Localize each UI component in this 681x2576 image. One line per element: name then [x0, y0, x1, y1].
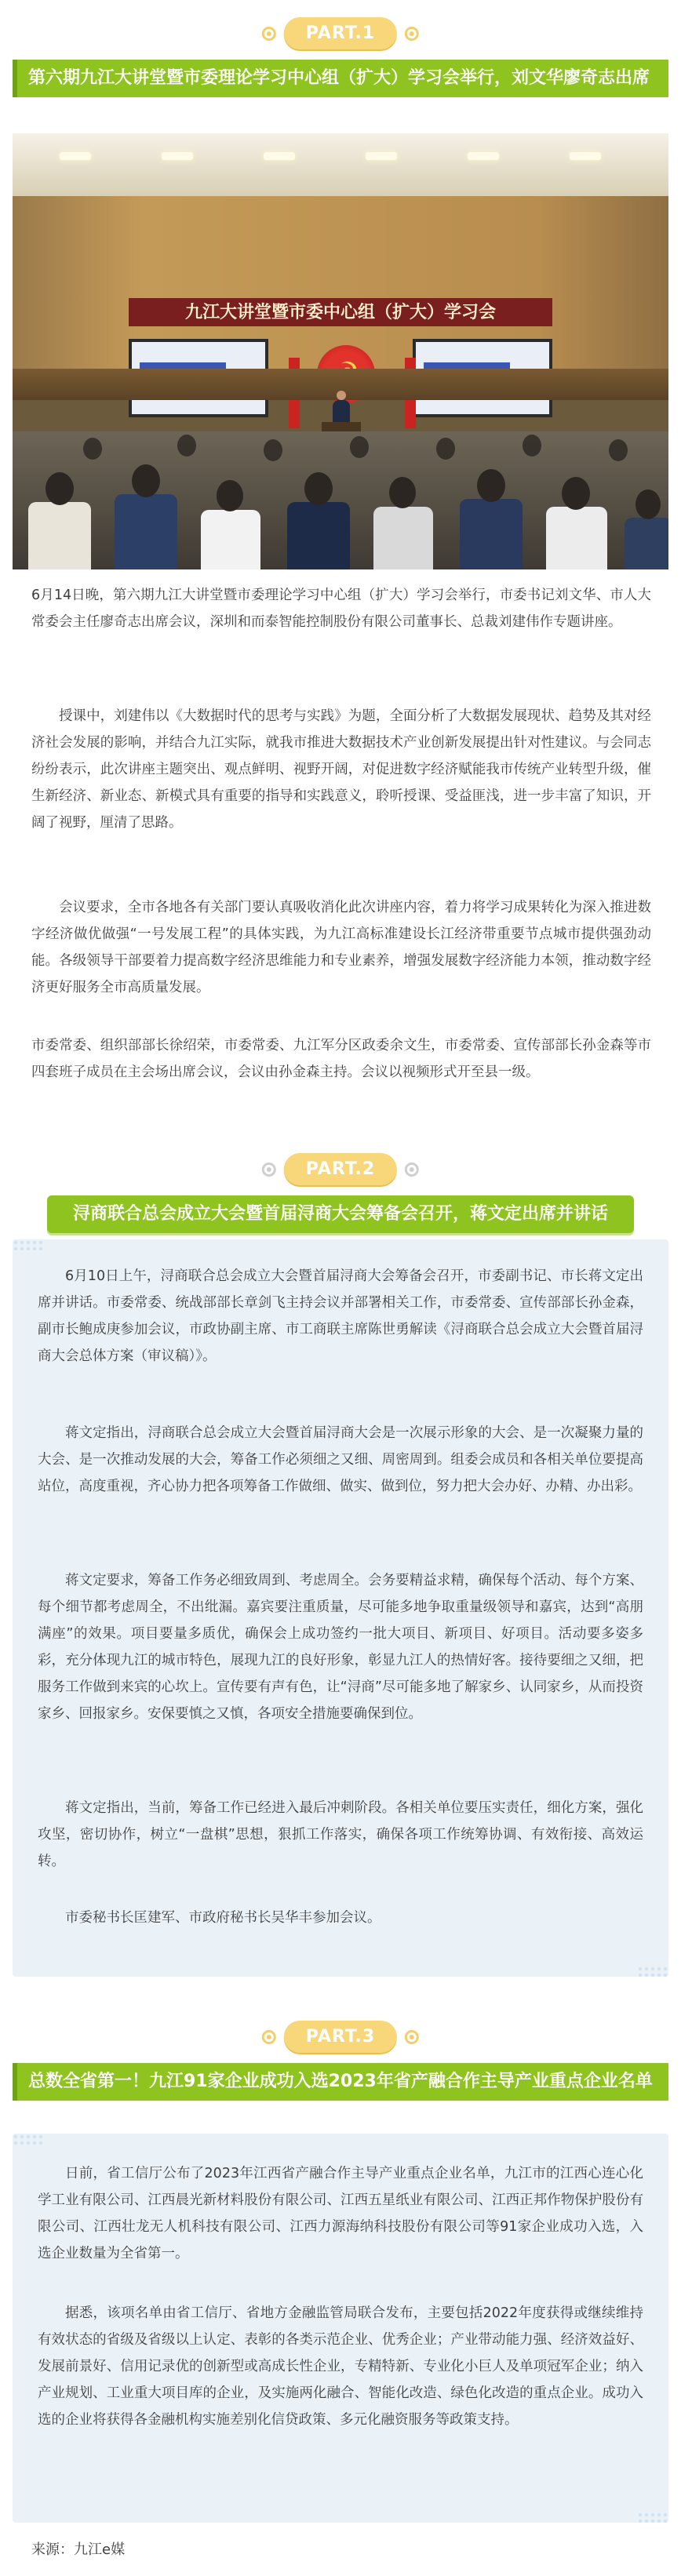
part2-paragraph: 蒋文定指出，浔商联合总会成立大会暨首届浔商大会是一次展示形象的大会、是一次凝聚力量的大会、是一次推动发展的大会，筹备工作必须细之又细、周密周到。组委会成员和各相关单位要提高站位，高度重视，齐心协力把各项筹备工作做细、做实、做到位，努力把大会办好、办精、办出彩。: [38, 1425, 643, 1494]
part3-title: 总数全省第一！九江91家企业成功入选2023年省产融合作主导产业重点企业名单: [13, 2063, 668, 2101]
part1-badge-label: PART.1: [284, 17, 397, 49]
ring-icon: [262, 1162, 276, 1177]
part3-paragraph: 日前，省工信厅公布了2023年江西省产融合作主导产业重点企业名单，九江市的江西心连心化学工业有限公司、江西晨光新材料股份有限公司、江西五星纸业有限公司、江西正邦作物保护股份有限公司、江西壮龙无人机科技有限公司、江西力源海纳科技股份有限公司等91家企业成功入选，入选企业数量为全省第一。: [38, 2166, 643, 2261]
part1-paragraph: 市委常委、组织部部长徐绍荣，市委常委、九江军分区政委余文生，市委常委、宣传部部长孙金森等市四套班子成员在主会场出席会议，会议由孙金森主持。会议以视频形式开至县一级。: [31, 1038, 651, 1080]
ring-icon: [405, 1162, 419, 1177]
part2-badge: [262, 1153, 419, 1185]
speaker-figure: [333, 400, 350, 424]
part1-paragraph: 会议要求，全市各地各有关部门要认真吸收消化此次讲座内容，着力将学习成果转化为深入推进数字经济做优做强“一号发展工程”的具体实践，为九江高标准建设长江经济带重要节点城市提供强劲动能。各级领导干部要着力提高数字经济思维能力和专业素养，增强发展数字经济能力本领，推动数字经济更好服务全市高质量发展。: [31, 900, 651, 995]
ring-icon: [262, 2030, 276, 2044]
part1-badge: [262, 17, 419, 49]
ring-icon: [262, 27, 276, 41]
part1-paragraph: 6月14日晚，第六期九江大讲堂暨市委理论学习中心组（扩大）学习会举行，市委书记刘文华、市人大常委会主任廖奇志出席会议，深圳和而泰智能控制股份有限公司董事长、总裁刘建伟作专题讲座。: [31, 588, 651, 630]
part2-paragraph: 蒋文定要求，筹备工作务必细致周到、考虑周全。会务要精益求精，确保每个活动、每个方案、每个细节都考虑周全，不出纰漏。嘉宾要注重质量，尽可能多地争取重量级领导和嘉宾，达到“高朋满座”的效果。项目要量多质优，确保会上成功签约一批大项目、新项目、好项目。活动要多姿多彩，充分体现九江的城市特色，展现九江的良好形象，彰显九江人的热情好客。接待要细之又细，把服务工作做到来宾的心坎上。宣传要有声有色，让“浔商”尽可能多地了解家乡、认同家乡，从而投资家乡、回报家乡。安保要慎之又慎，各项安全措施要确保到位。: [38, 1573, 643, 1722]
part3-paragraph: 据悉，该项名单由省工信厅、省地方金融监管局联合发布，主要包括2022年度获得或继续维持有效状态的省级及省级以上认定、表彰的各类示范企业、优秀企业；产业带动能力强、经济效益好、发展前景好、信用记录优的创新型或高成长性企业，专精特新、专业化小巨人及单项冠军企业；纳入产业规划、工业重大项目库的企业，及实施两化融合、智能化改造、绿色化改造的重点企业。成功入选的企业将获得各金融机构实施差别化信贷政策、多元化融资服务等政策支持。: [38, 2305, 643, 2428]
audience: [13, 431, 668, 569]
part2-paragraph: 蒋文定指出，当前，筹备工作已经进入最后冲刺阶段。各相关单位要压实责任，细化方案，强化攻坚，密切协作，树立“一盘棋”思想，狠抓工作落实，确保各项工作统筹协调、有效衔接、高效运转。: [38, 1800, 643, 1869]
part3-badge-label: PART.3: [284, 2021, 397, 2053]
source-credit: 来源：九江e媒: [31, 2541, 126, 2558]
part1-paragraph: 授课中，刘建伟以《大数据时代的思考与实践》为题，全面分析了大数据发展现状、趋势及其对经济社会发展的影响，并结合九江实际，就我市推进大数据技术产业创新发展提出针对性建议。与会同志纷纷表示，此次讲座主题突出、观点鲜明、视野开阔，对促进数字经济赋能我市传统产业转型升级，催生新经济、新业态、新模式具有重要的指导和实践意义，聆听授课、受益匪浅，进一步丰富了知识，开阔了视野，厘清了思路。: [31, 708, 651, 831]
part1-title: 第六期九江大讲堂暨市委理论学习中心组（扩大）学习会举行，刘文华廖奇志出席: [13, 60, 668, 97]
photo-banner: 九江大讲堂暨市委中心组（扩大）学习会: [129, 298, 552, 326]
ring-icon: [405, 27, 419, 41]
part3-badge: [262, 2021, 419, 2053]
lecture-photo: [13, 133, 668, 569]
part2-title: 浔商联合总会成立大会暨首届浔商大会筹备会召开，蒋文定出席并讲话: [47, 1195, 634, 1233]
part2-badge-label: PART.2: [284, 1153, 397, 1185]
part2-paragraph: 6月10日上午，浔商联合总会成立大会暨首届浔商大会筹备会召开，市委副书记、市长蒋文定出席并讲话。市委常委、统战部部长章剑飞主持会议并部署相关工作，市委常委、宣传部部长孙金森，副市长鲍成庚参加会议，市政协副主席、市工商联主席陈世勇解读《浔商联合总会成立大会暨首届浔商大会总体方案（审议稿）》。: [38, 1268, 643, 1364]
part2-paragraph: 市委秘书长匡建军、市政府秘书长吴华丰参加会议。: [65, 1910, 381, 1926]
ring-icon: [405, 2030, 419, 2044]
